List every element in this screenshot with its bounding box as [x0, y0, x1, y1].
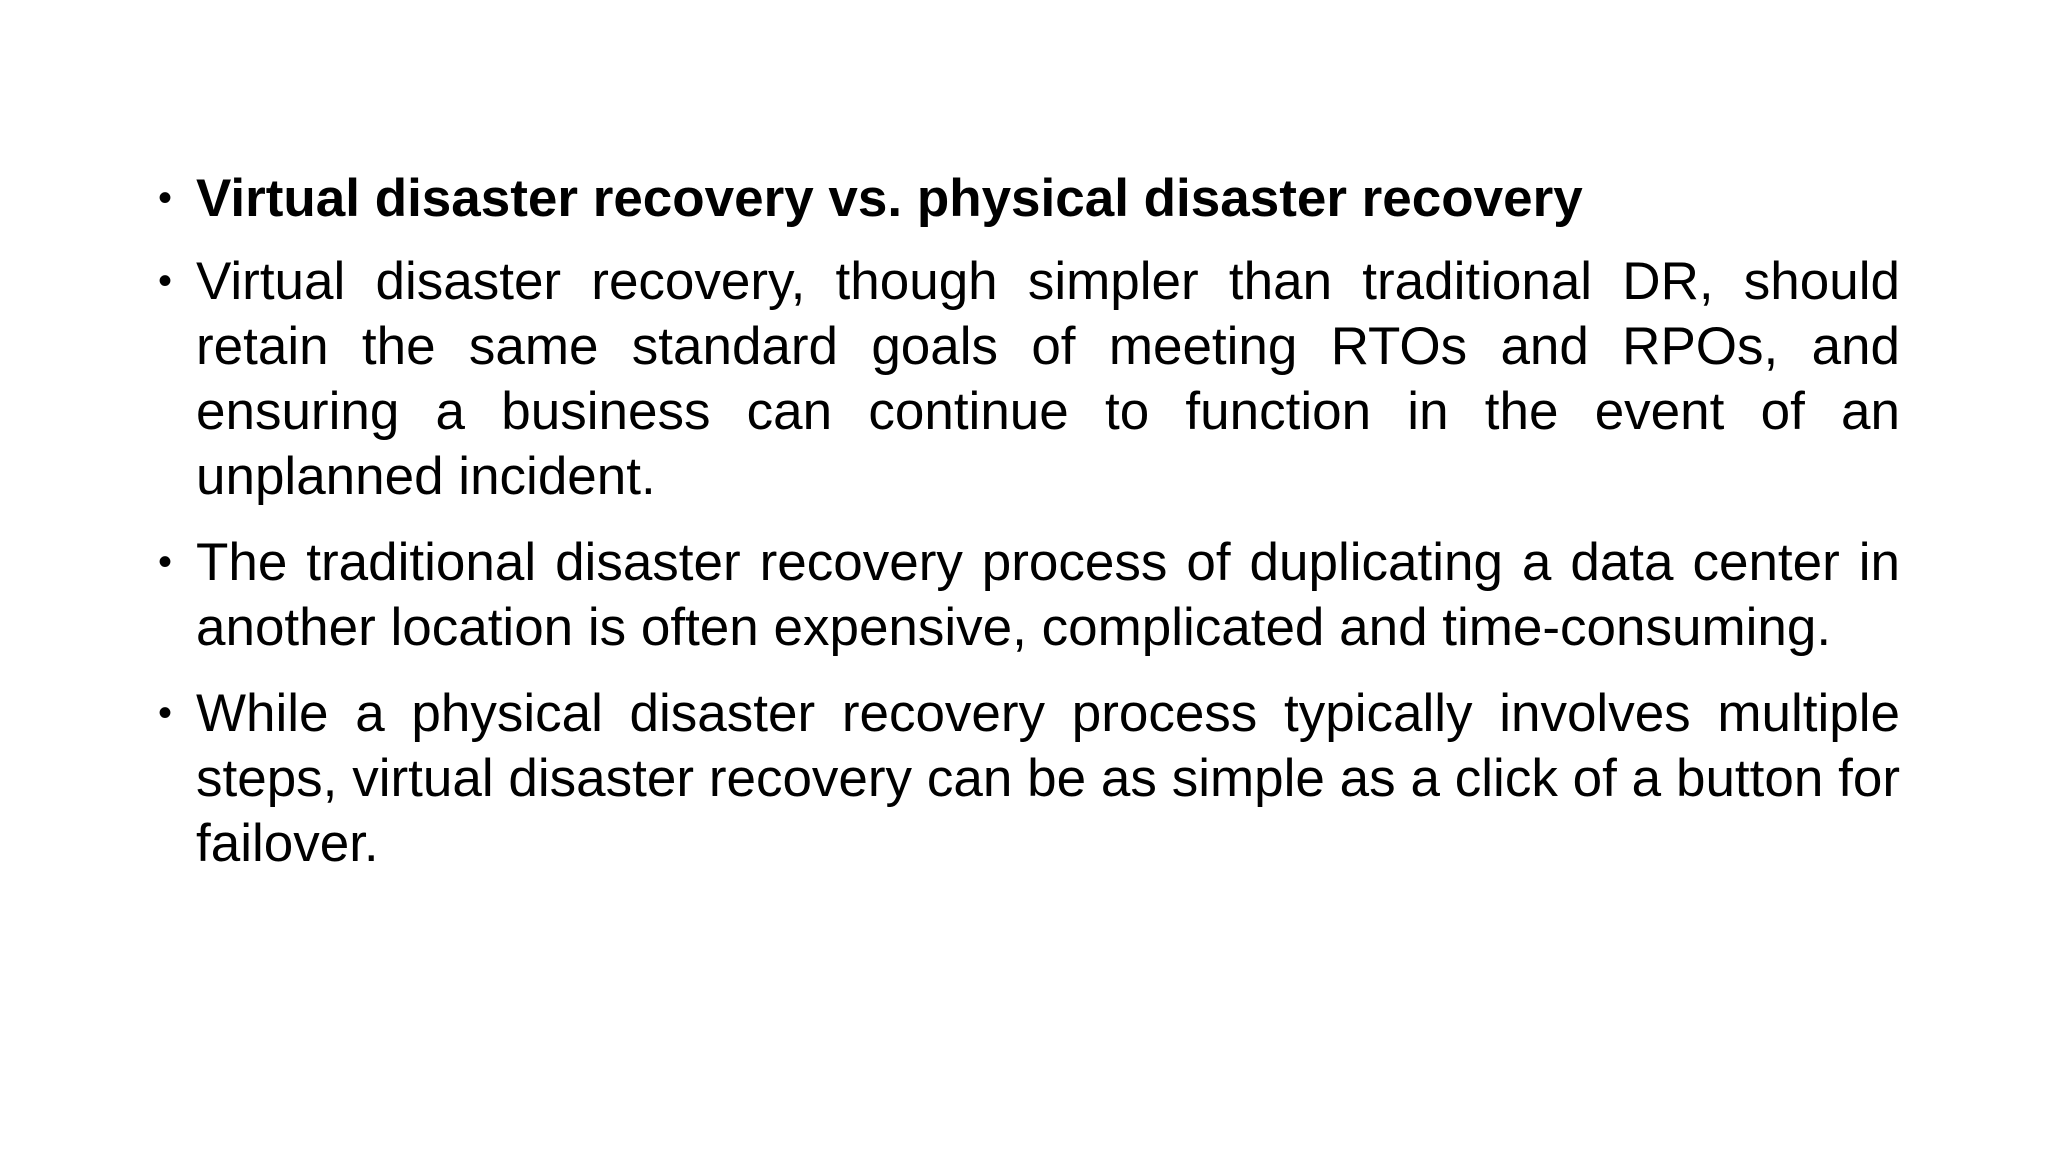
bullet-text: The traditional disaster recovery process of duplicating a data center in another location is often expensive, complicated and time-consuming.	[196, 533, 1900, 657]
bullet-icon: •	[158, 176, 173, 220]
bullet-item	[158, 530, 1900, 660]
bullet-text: Virtual disaster recovery vs. physical disaster recovery	[196, 169, 1583, 228]
bullet-list	[158, 166, 1900, 897]
bullet-text: Virtual disaster recovery, though simpler than traditional DR, should retain the same standard goals of meeting RTOs and RPOs, and ensuring a business can continue to function in the event of an unplanned incident.	[196, 252, 1900, 506]
bullet-item-heading	[158, 166, 1900, 231]
bullet-item	[158, 681, 1900, 876]
bullet-icon: •	[158, 540, 173, 584]
bullet-text: While a physical disaster recovery process typically involves multiple steps, virtual disaster recovery can be as simple as a click of a button for failover.	[196, 684, 1900, 873]
bullet-item	[158, 249, 1900, 509]
bullet-icon: •	[158, 691, 173, 735]
bullet-icon: •	[158, 259, 173, 303]
